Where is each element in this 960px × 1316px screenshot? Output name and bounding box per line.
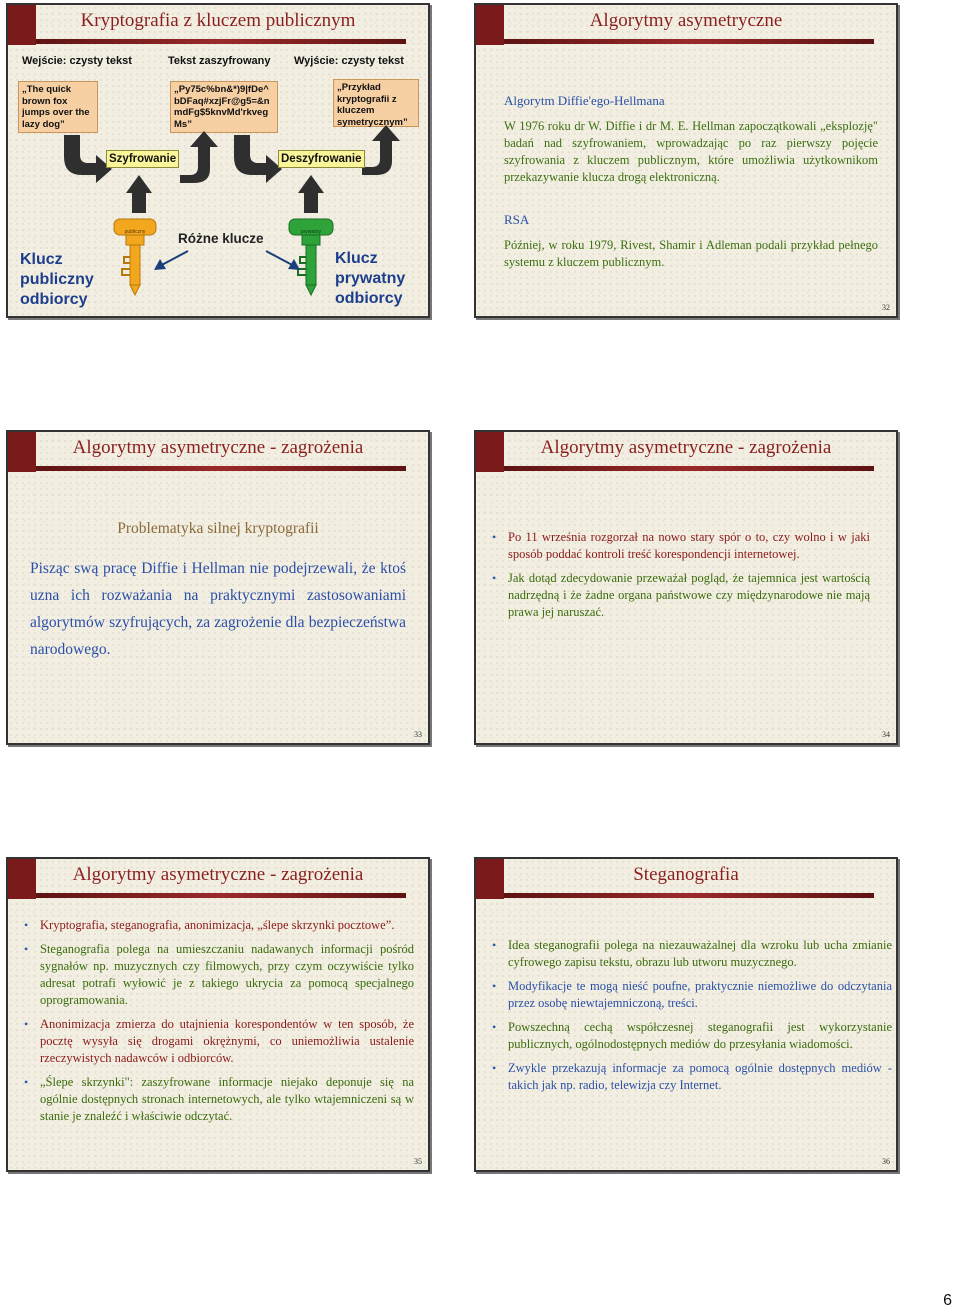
section-heading: Algorytm Diffie'ego-Hellmana bbox=[504, 93, 665, 108]
list-item: • Kryptografia, steganografia, anonimizacja, „ślepe skrzynki pocztowe”. bbox=[24, 917, 414, 934]
slide-threats-3 bbox=[6, 857, 430, 1172]
public-key-tag: publiczny bbox=[124, 229, 146, 235]
rsa-paragraph: Później, w roku 1979, Rivest, Shamir i Adleman podali przykład pełnego systemu z kluczem publicznym. bbox=[504, 238, 878, 269]
title-underline bbox=[504, 466, 874, 471]
slide-public-key-crypto bbox=[6, 3, 430, 318]
list-item: • Po 11 września rozgorzał na nowo stary spór o to, czy wolno i w jaki sposób poddać kontroli treść korespondencji internetowej. bbox=[492, 529, 870, 563]
output-header: Wyjście: czysty tekst bbox=[294, 55, 404, 67]
slide-title: Algorytmy asymetryczne - zagrożenia bbox=[72, 864, 364, 885]
list-item: • Idea steganografii polega na niezauważalnej dla wzroku lub ucha zmianie cyfrowego zapisu tekstu, obrazu lub utworu muzycznego. bbox=[492, 937, 892, 971]
input-header: Wejście: czysty tekst bbox=[22, 55, 132, 67]
arrow-to-public-key-icon bbox=[154, 251, 188, 270]
curve-arrow-plain-icon bbox=[64, 135, 112, 183]
slide-asymmetric-algorithms bbox=[474, 3, 898, 318]
curve-arrow-decrypt-up-icon bbox=[362, 125, 400, 175]
private-key-label: Klucz prywatny odbiorcy bbox=[335, 250, 406, 307]
bullet-list bbox=[24, 917, 414, 1132]
slide-number: 32 bbox=[882, 303, 890, 312]
slide-number: 33 bbox=[414, 730, 422, 739]
list-item: • Steganografia polega na umieszczaniu nadawanych informacji pośród sygnałów np. muzycznych czy filmowych, przy czym oczywiście tylko adresat potrafi wyłowić je z takiego ukrycia za pomocą specjalnego oprogramowania. bbox=[24, 941, 414, 1009]
slide-title: Algorytmy asymetryczne bbox=[589, 10, 783, 31]
list-item: • Zwykle przekazują informacje za pomocą ogólnie dostępnych mediów - takich jak np. radio, telewizja czy Internet. bbox=[492, 1060, 892, 1094]
list-item: • Anonimizacja zmierza do utajnienia korespondentów w ten sposób, że pocztę wysyła się drogami okrężnymi, co uniemożliwia ustalenie rzeczywistych nadawców i odbiorców. bbox=[24, 1016, 414, 1067]
title-underline bbox=[36, 893, 406, 898]
bullet-list bbox=[492, 937, 892, 1101]
plaintext-box: „The quick brown fox jumps over the lazy dog” bbox=[18, 81, 98, 133]
private-key-tag: prywatny bbox=[300, 229, 321, 235]
arrow-up-public-key-icon bbox=[126, 175, 152, 213]
title-underline bbox=[504, 39, 874, 44]
arrow-to-private-key-icon bbox=[266, 251, 300, 270]
arrow-up-private-key-icon bbox=[298, 175, 324, 213]
bullet-list bbox=[492, 529, 870, 628]
output-text-box: „Przykład kryptografii z kluczem symetrycznym” bbox=[333, 79, 419, 127]
curve-arrow-cipher-icon bbox=[234, 135, 282, 183]
slide-number: 36 bbox=[882, 1157, 890, 1166]
decrypt-label-box: Deszyfrowanie bbox=[278, 150, 365, 168]
diffie-hellman-paragraph: W 1976 roku dr W. Diffie i dr M. E. Hellman zapoczątkowali „eksplozję" badań nad szyfrowaniem, wprowadzając po raz pierwszy pojęcie szyfrowania z kluczem publicznym, które umożliwia użytkownikom przekazywanie klucza drogą elektroniczną. bbox=[504, 119, 878, 184]
list-item: • Powszechną cechą współczesnej steganografii jest wykorzystanie publicznych, ogólnodostępnych mediów do przesyłania wiadomości. bbox=[492, 1019, 892, 1053]
slide-title: Algorytmy asymetryczne - zagrożenia bbox=[540, 437, 832, 458]
slide-title: Algorytmy asymetryczne - zagrożenia bbox=[72, 437, 364, 458]
slide-number: 34 bbox=[882, 730, 890, 739]
slide-threats-1 bbox=[6, 430, 430, 745]
slide-threats-2 bbox=[474, 430, 898, 745]
list-item: • Modyfikacje te mogą nieść poufne, praktycznie niemożliwe do odczytania przez osobę niewtajemniczoną, treści. bbox=[492, 978, 892, 1012]
curve-arrow-encrypt-up-icon bbox=[180, 131, 218, 183]
title-underline bbox=[36, 466, 406, 471]
list-item: • Jak dotąd zdecydowanie przeważał pogląd, że tajemnica jest wartością nadrzędną i że żadne organa państwowe czy międzynarodowe nie mają prawa jej naruszać. bbox=[492, 570, 870, 621]
slide-number: 35 bbox=[414, 1157, 422, 1166]
slide-paragraph: Pisząc swą pracę Diffie i Hellman nie podejrzewali, że ktoś uzna ich rozważania na praktycznymi zastosowaniami algorytmów szyfrujących, za zagrożenie dla bezpieczeństwa narodowego. bbox=[30, 560, 406, 658]
rsa-heading: RSA bbox=[504, 212, 530, 227]
slide-subtitle: Problematyka silnej kryptografii bbox=[117, 520, 319, 537]
ciphertext-box: „Py75c%bn&*)9|fDe^ bDFaq#xzjFr@g5=&n mdFg$5knvMd'rkveg Ms” bbox=[170, 81, 278, 133]
cipher-header: Tekst zaszyfrowany bbox=[168, 55, 271, 67]
slide-steganography bbox=[474, 857, 898, 1172]
slide-title: Steganografia bbox=[633, 864, 739, 885]
different-keys-label: Różne klucze bbox=[178, 231, 264, 246]
encrypt-label-box: Szyfrowanie bbox=[106, 150, 179, 168]
public-key-label: Klucz publiczny odbiorcy bbox=[20, 251, 94, 308]
title-underline bbox=[504, 893, 874, 898]
slide-title: Kryptografia z kluczem publicznym bbox=[80, 10, 356, 31]
page-number: 6 bbox=[943, 1292, 952, 1309]
list-item: • „Ślepe skrzynki": zaszyfrowane informacje niejako deponuje się na ogólnie dostępnych stronach internetowych, ale tylko wtajemniczeni są w stanie je znaleźć i właściwie odczytać. bbox=[24, 1074, 414, 1125]
